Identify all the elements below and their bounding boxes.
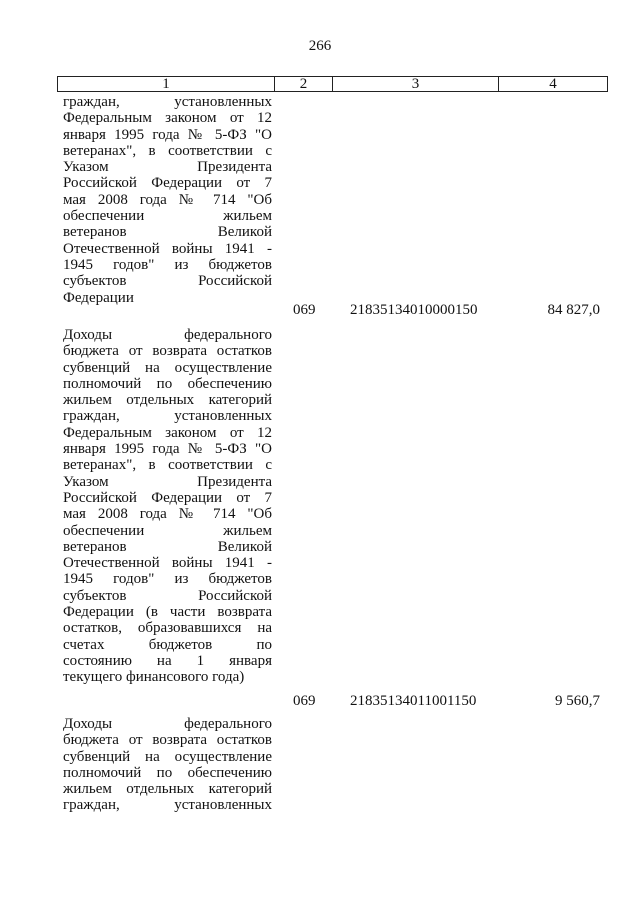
desc-line: жильем отдельных категорий xyxy=(63,781,272,798)
desc-line: января 1995 года № 5-ФЗ "О xyxy=(63,126,272,143)
budget-classification-code: 21835134010000150 xyxy=(350,302,478,318)
desc-line: остатков, образовавшихся на xyxy=(63,620,272,637)
desc-line: полномочий по обеспечению xyxy=(63,375,272,392)
desc-line: полномочий по обеспечению xyxy=(63,764,272,781)
desc-line: граждан, установленных xyxy=(63,408,272,425)
desc-line: граждан, установленных xyxy=(63,94,272,110)
row-description xyxy=(63,716,272,814)
desc-line: состоянию на 1 января xyxy=(63,652,272,669)
desc-line: 1945 годов" из бюджетов xyxy=(63,571,272,588)
desc-line: субъектов Российской xyxy=(63,273,272,290)
desc-line: субвенций на осуществление xyxy=(63,748,272,765)
desc-line: Доходы федерального xyxy=(63,327,272,343)
desc-line: счетах бюджетов по xyxy=(63,636,272,653)
table-header-row xyxy=(57,76,608,92)
desc-line: граждан, установленных xyxy=(63,797,272,814)
desc-line: текущего финансового года) xyxy=(63,669,245,686)
column-header-2: 2 xyxy=(275,77,333,91)
desc-line: Российской Федерации от 7 xyxy=(63,175,272,192)
desc-line: Российской Федерации от 7 xyxy=(63,489,272,506)
column-header-4: 4 xyxy=(549,76,557,92)
admin-code: 069 xyxy=(293,693,316,709)
desc-line: Отечественной войны 1941 - xyxy=(63,555,272,572)
desc-line: бюджета от возврата остатков xyxy=(63,343,272,360)
desc-line: ветеранах", в соответствии с xyxy=(63,457,272,474)
admin-code: 069 xyxy=(293,302,316,318)
desc-line: Указом Президента xyxy=(63,159,272,176)
column-header-3: 3 xyxy=(333,77,499,91)
row-description xyxy=(63,94,272,306)
desc-line: Федерации xyxy=(63,289,134,306)
desc-line: субвенций на осуществление xyxy=(63,359,272,376)
desc-line: Федеральным законом от 12 xyxy=(63,424,272,441)
desc-line: мая 2008 года № 714 "Об xyxy=(63,506,272,523)
row-description xyxy=(63,327,272,686)
page-number: 266 xyxy=(308,38,332,54)
desc-line: Отечественной войны 1941 - xyxy=(63,240,272,257)
desc-line: субъектов Российской xyxy=(63,587,272,604)
amount: 84 827,0 xyxy=(547,302,600,318)
desc-line: обеспечении жильем xyxy=(63,522,272,539)
desc-line: ветеранах", в соответствии с xyxy=(63,142,272,159)
desc-line: ветеранов Великой xyxy=(63,538,272,555)
desc-line: обеспечении жильем xyxy=(63,208,272,225)
desc-line: бюджета от возврата остатков xyxy=(63,732,272,749)
amount: 9 560,7 xyxy=(555,693,600,709)
desc-line: жильем отдельных категорий xyxy=(63,392,272,409)
desc-line: 1945 годов" из бюджетов xyxy=(63,256,272,273)
column-header-1: 1 xyxy=(58,77,275,91)
desc-line: Доходы федерального xyxy=(63,716,272,732)
desc-line: мая 2008 года № 714 "Об xyxy=(63,191,272,208)
desc-line: Федерации (в части возврата xyxy=(63,604,272,621)
desc-line: Указом Президента xyxy=(63,473,272,490)
desc-line: Федеральным законом от 12 xyxy=(63,110,272,127)
budget-classification-code: 21835134011001150 xyxy=(350,693,477,709)
desc-line: января 1995 года № 5-ФЗ "О xyxy=(63,441,272,458)
desc-line: ветеранов Великой xyxy=(63,224,272,241)
